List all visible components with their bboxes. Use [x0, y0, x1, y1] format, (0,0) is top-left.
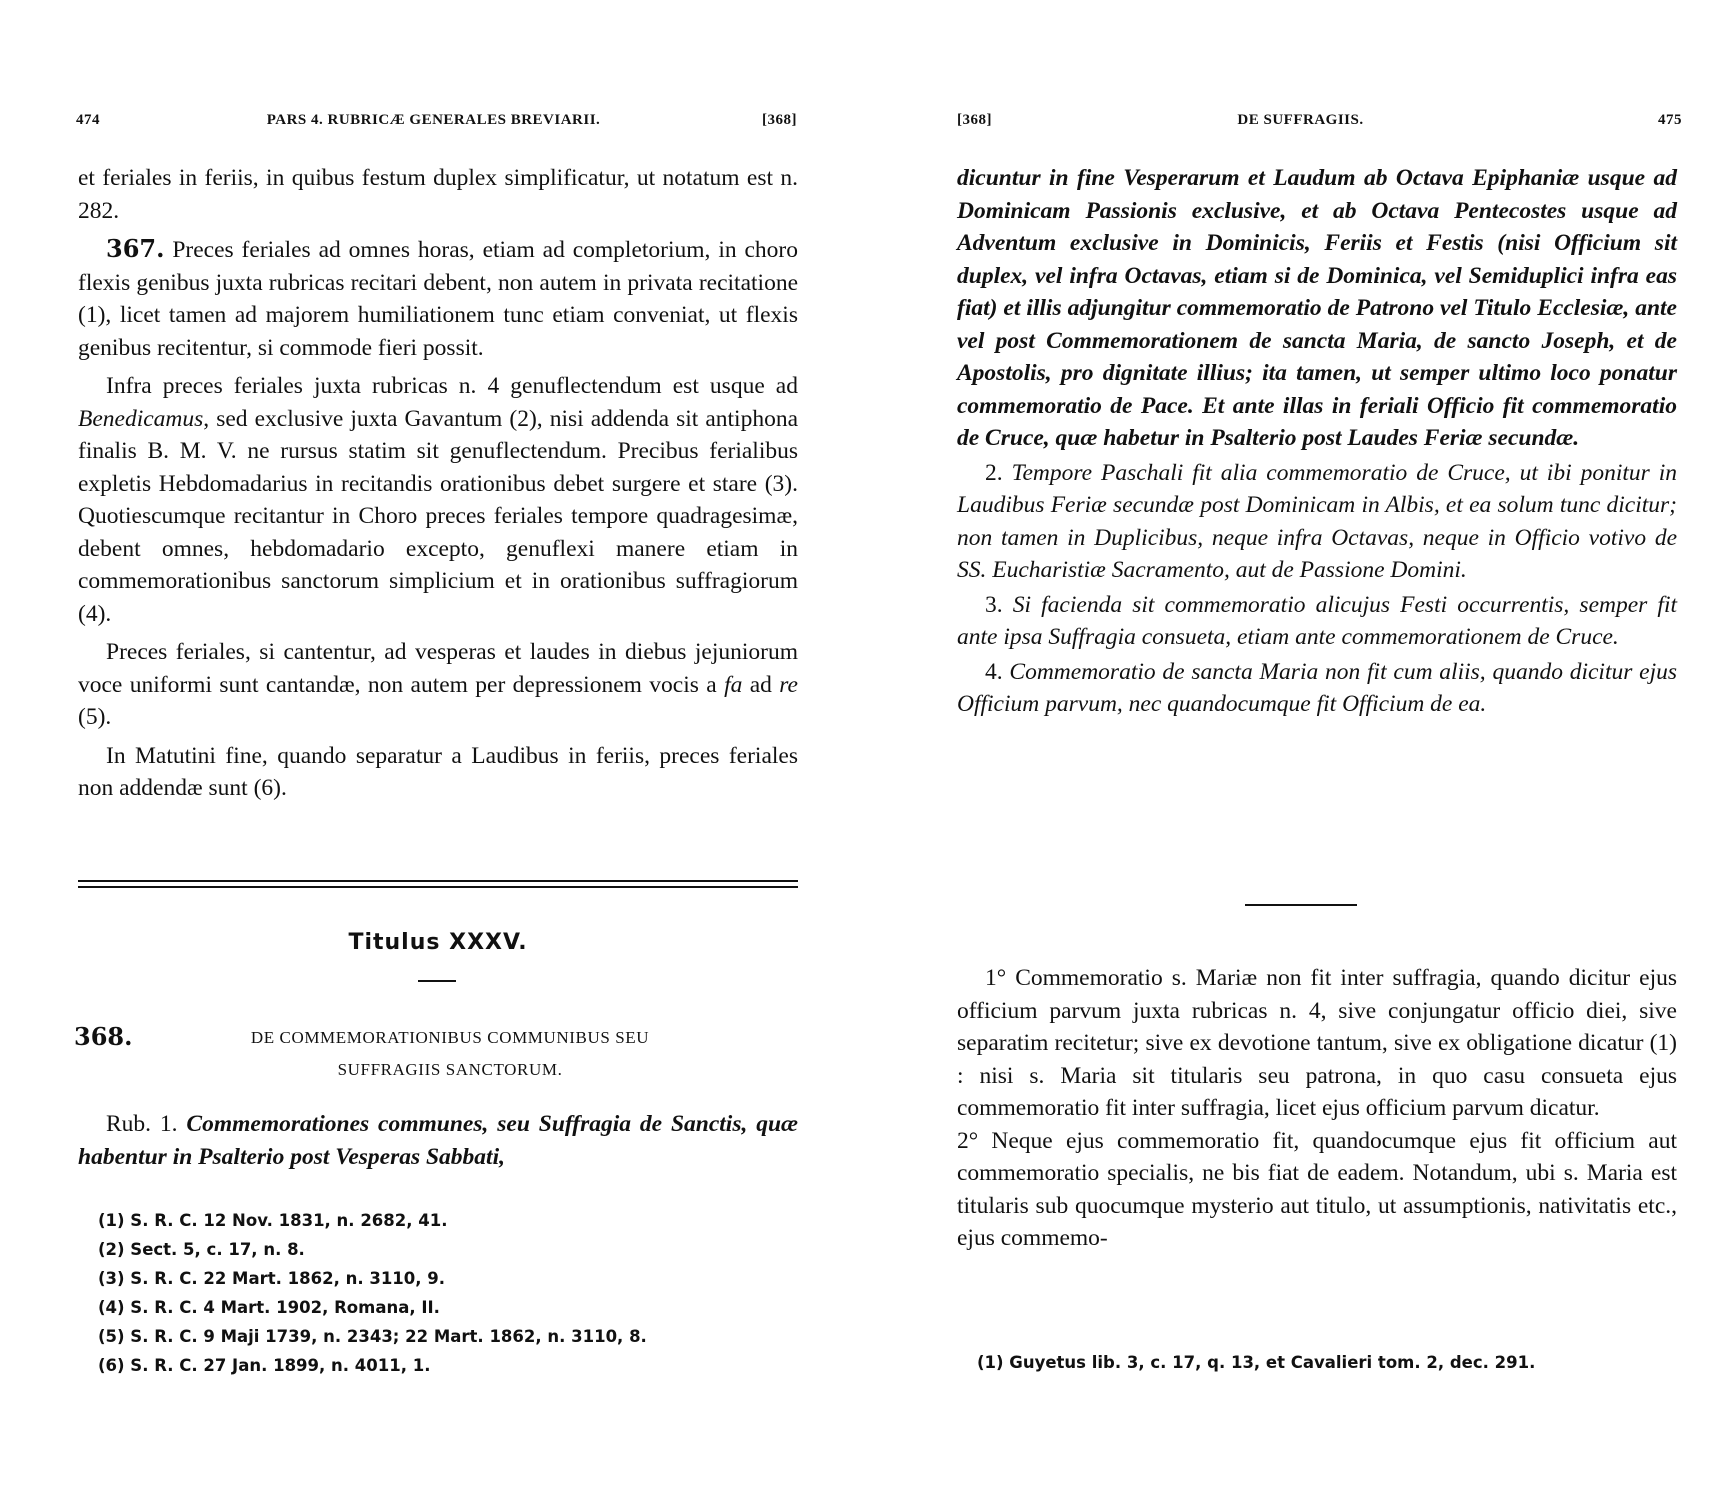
- italic-text: Commemorationes communes, seu Suffragia de Sanctis, quæ habentur in Psalterio post Vesperas Sabbati,: [78, 1111, 798, 1170]
- running-title: PARS 4. RUBRICÆ GENERALES BREVIARII.: [266, 112, 601, 128]
- rubric-item: [957, 589, 1677, 654]
- double-rule: [78, 880, 798, 888]
- rubric-paragraph: [78, 1108, 798, 1173]
- paragraph-text: Preces feriales ad omnes horas, etiam ad completorium, in choro flexis genibus juxta rubricas recitari debent, non autem in privata recitatione (1), licet tamen ad majorem humiliationem tunc etiam conveniat, ut flexis genibus recitentur, si commode fieri possit.: [78, 237, 798, 361]
- footnote: (3) S. R. C. 22 Mart. 1862, n. 3110, 9.: [98, 1269, 446, 1288]
- page-number: 474: [76, 112, 100, 128]
- paragraph: [78, 636, 798, 734]
- rubric-item: [957, 656, 1677, 721]
- footnotes: [977, 1348, 1535, 1377]
- short-rule: [418, 980, 456, 982]
- item-number: 3.: [985, 591, 1013, 618]
- italic-text: Si facienda sit commemoratio alicujus Festi occurrentis, semper fit ante ipsa Suffragia consueta, etiam ante commemorationem de Cruce.: [957, 591, 1677, 650]
- italic-text: Benedicamus: [78, 405, 204, 432]
- italic-text: Commemoratio de sancta Maria non fit cum aliis, quando dicitur ejus Officium parvum, nec quandocumque fit Officium de ea.: [957, 658, 1678, 717]
- section-ref: [368]: [957, 112, 992, 128]
- item-number: 2.: [985, 459, 1012, 486]
- italic-text: re: [779, 671, 798, 698]
- text-run: ad: [742, 671, 780, 698]
- commentary: [957, 962, 1677, 1255]
- paragraph: [78, 370, 798, 630]
- footnote: (4) S. R. C. 4 Mart. 1902, Romana, II.: [98, 1298, 440, 1317]
- running-title: DE SUFFRAGIIS.: [1237, 112, 1364, 128]
- rubric-continued: dicuntur in fine Vesperarum et Laudum ab Octava Epiphaniæ usque ad Dominicam Passionis exclusive, et ab Octava Pentecostes usque ad Adventum exclusive in Dominicis, Feriis et Festis (nisi Officium sit duplex, vel infra Octavas, etiam si de Dominica, vel Semiduplici infra eas fiat) et illis adjungitur commemoratio de Patrono vel Titulo Ecclesiæ, ante vel post Commemorationem de sancta Maria, de sancto Joseph, et de Apostolis, pro dignitate illius; ita tamen, ut semper ultimo loco ponatur commemoratio de Pace. Et ante illas in feriali Officio fit commemoratio de Cruce, quæ habetur in Psalterio post Laudes Feriæ secundæ.: [957, 165, 1677, 451]
- paragraph-367: [78, 233, 798, 364]
- text-run: Rub. 1.: [106, 1111, 187, 1137]
- section-title: [170, 1022, 730, 1086]
- text-run: Infra preces feriales juxta rubricas n. 4 genuflectendum est usque ad: [106, 373, 798, 399]
- paragraph: In Matutini fine, quando separatur a Laudibus in feriis, preces feriales non addendæ sunt (6).: [78, 742, 798, 801]
- commentary-paragraph: 2° Neque ejus commemoratio fit, quandocumque ejus fit officium aut commemoratio specialis, ne bis fiat de eadem. Notandum, ubi s. Maria est titularis sub quocumque mysterio aut titulo, ut assumptionis, nativitatis etc., ejus commemo-: [957, 1127, 1677, 1251]
- section-number: 367.: [106, 234, 165, 263]
- paragraph-continued: et feriales in feriis, in quibus festum duplex simplificatur, ut notatum est n. 282.: [78, 165, 798, 224]
- item-number: 4.: [985, 658, 1010, 685]
- text-run: Preces feriales, si cantentur, ad vesperas et laudes in diebus jejuniorum voce uniformi sunt cantandæ, non autem per depressionem vocis a: [78, 639, 798, 698]
- text-run: , sed exclusive juxta Gavantum (2), nisi addenda sit antiphona finalis B. M. V. ne rursus statim sit genuflectendum. Precibus ferialibus expletis Hebdomadarius in recitandis orationibus debet surgere et stare (3). Quotiescumque recitantur in Choro preces feriales tempore quadragesimæ, debent omnes, hebdomadario excepto, genuflexi manere etiam in commemorationibus sanctorum simplicium et in orationibus suffragiorum (4).: [78, 405, 798, 627]
- right-page: [867, 0, 1734, 1500]
- footnote: (1) S. R. C. 12 Nov. 1831, n. 2682, 41.: [98, 1211, 448, 1230]
- section-title-line: DE COMMEMORATIONIBUS COMMUNIBUS SEU: [250, 1028, 650, 1047]
- footnote: (1) Guyetus lib. 3, c. 17, q. 13, et Cavalieri tom. 2, dec. 291.: [977, 1353, 1536, 1372]
- page-number: 475: [1658, 112, 1682, 128]
- footnote: (5) S. R. C. 9 Maji 1739, n. 2343; 22 Mart. 1862, n. 3110, 8.: [98, 1327, 647, 1346]
- section-number: 368.: [74, 1022, 133, 1051]
- section-title-line: SUFFRAGIIS SANCTORUM.: [337, 1060, 563, 1079]
- footnotes: [98, 1206, 647, 1380]
- paragraph: [78, 1108, 798, 1173]
- footnote: (6) S. R. C. 27 Jan. 1899, n. 4011, 1.: [98, 1356, 431, 1375]
- section-ref: [368]: [762, 112, 797, 128]
- commentary-paragraph: 1° Commemoratio s. Mariæ non fit inter suffragia, quando dicitur ejus officium parvum juxta rubricas n. 4, sive conjungatur officio diei, sive separatim recitetur; sive ex devotione tantum, sive ex obligatione dicatur (1) : nisi s. Maria sit titularis seu patrona, in quo casu consueta ejus commemoratio fit inter suffragia, licet ejus officium parvum dicatur.: [957, 965, 1677, 1121]
- text-run: (5).: [78, 704, 112, 730]
- footnote: (2) Sect. 5, c. 17, n. 8.: [98, 1240, 305, 1259]
- italic-text: fa: [724, 671, 743, 698]
- rubric-item: [957, 457, 1677, 587]
- short-rule: [1245, 904, 1357, 906]
- chapter-heading: Titulus XXXV.: [348, 930, 528, 955]
- left-body: [78, 162, 798, 805]
- italic-text: Tempore Paschali fit alia commemoratio de Cruce, ut ibi ponitur in Laudibus Feriæ secundæ post Dominicam in Albis, et ea solum tunc dicitur; non tamen in Duplicibus, neque infra Octavas, neque in Officio votivo de SS. Eucharistiæ Sacramento, aut de Passione Domini.: [957, 459, 1678, 583]
- right-body: [957, 162, 1677, 721]
